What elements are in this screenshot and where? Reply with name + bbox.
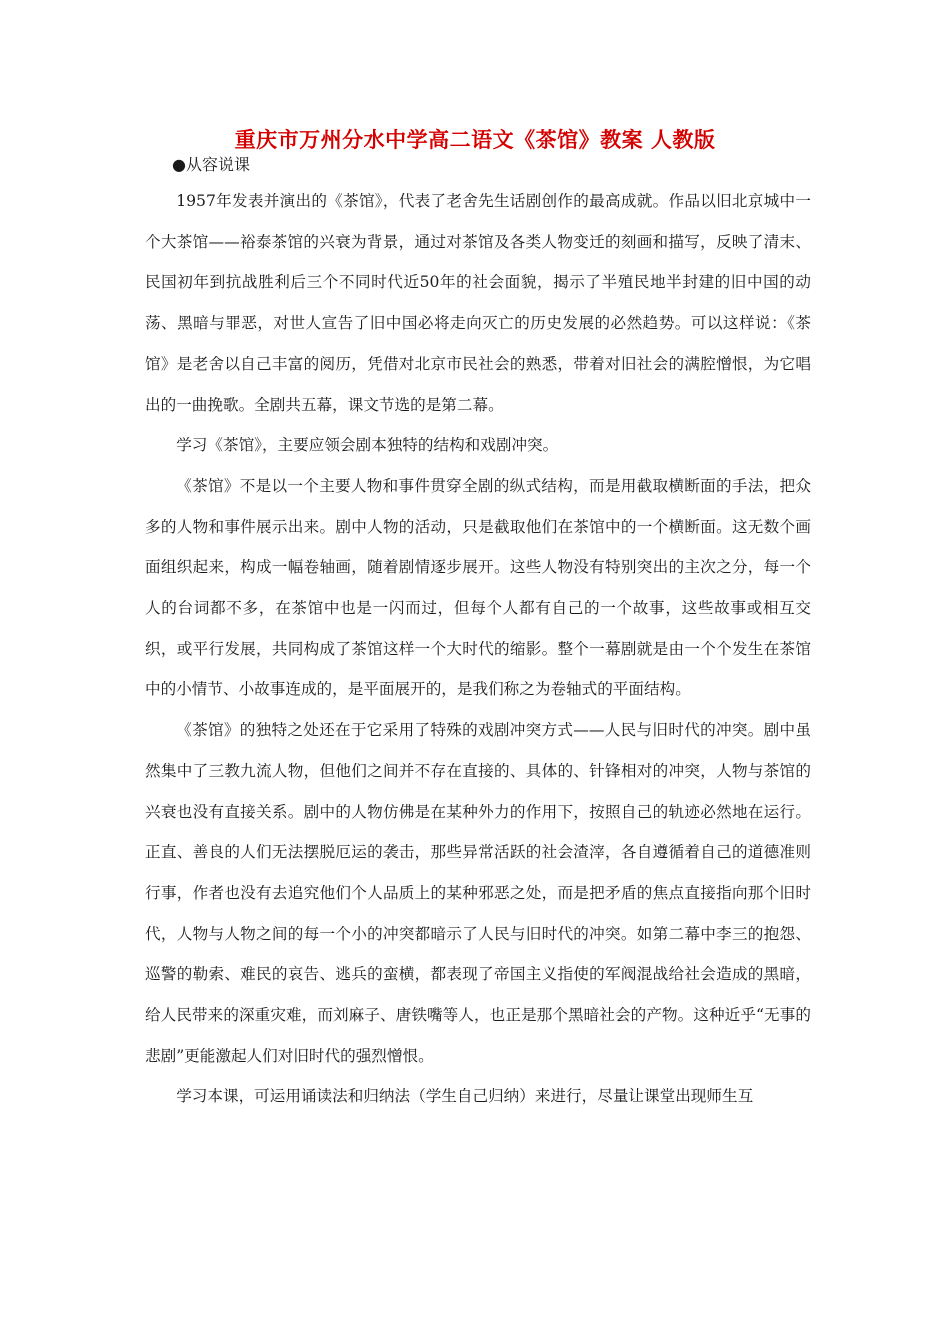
paragraph-structure: 《茶馆》不是以一个主要人物和事件贯穿全剧的纵式结构，而是用截取横断面的手法，把众多的人物和事件展示出来。剧中人物的活动，只是截取他们在茶馆中的一个横断面。这无数个画面组织起来，构成一幅卷轴画，随着剧情逐步展开。这些人物没有特别突出的主次之分，每一个人的台词都不多，在茶馆中也是一闪而过，但每个人都有自己的一个故事，这些故事或相互交织，或平行发展，共同构成了茶馆这样一个大时代的缩影。整个一幕剧就是由一个个发生在茶馆中的小情节、小故事连成的，是平面展开的，是我们称之为卷轴式的平面结构。 [145, 476, 811, 699]
section-heading: ●从容说课 [172, 155, 250, 174]
paragraph-method: 学习本课，可运用诵读法和归纳法（学生自己归纳）来进行，尽量让课堂出现师生互 [176, 1087, 754, 1106]
document-title: 重庆市万州分水中学高二语文《茶馆》教案 人教版 [234, 127, 716, 152]
body-content [145, 181, 811, 1117]
paragraph-conflict: 《茶馆》的独特之处还在于它采用了特殊的戏剧冲突方式——人民与旧时代的冲突。剧中虽然集中了三教九流人物，但他们之间并不存在直接的、具体的、针锋相对的冲突，人物与茶馆的兴衰也没有直接关系。剧中的人物仿佛是在某种外力的作用下，按照自己的轨迹必然地在运行。正直、善良的人们无法摆脱厄运的袭击，那些异常活跃的社会渣滓，各自遵循着自己的道德准则行事，作者也没有去追究他们个人品质上的某种邪恶之处，而是把矛盾的焦点直接指向那个旧时代，人物与人物之间的每一个小的冲突都暗示了人民与旧时代的冲突。如第二幕中李三的抱怨、巡警的勒索、难民的哀告、逃兵的蛮横，都表现了帝国主义指使的军阀混战给社会造成的黑暗，给人民带来的深重灾难，而刘麻子、唐铁嘴等人，也正是那个黑暗社会的产物。这种近乎“无事的悲剧”更能激起人们对旧时代的强烈憎恨。 [145, 721, 811, 1065]
paragraph-intro: 1957年发表并演出的《茶馆》，代表了老舍先生话剧创作的最高成就。作品以旧北京城中一个大茶馆——裕泰茶馆的兴衰为背景，通过对茶馆及各类人物变迁的刻画和描写，反映了清末、民国初年到抗战胜利后三个不同时代近50年的社会面貌，揭示了半殖民地半封建的旧中国的动荡、黑暗与罪恶，对世人宣告了旧中国必将走向灭亡的历史发展的必然趋势。可以这样说：《茶馆》是老舍以自己丰富的阅历，凭借对北京市民社会的熟悉，带着对旧社会的满腔憎恨，为它唱出的一曲挽歌。全剧共五幕，课文节选的是第二幕。 [145, 192, 811, 414]
paragraph-study-focus: 学习《茶馆》，主要应领会剧本独特的结构和戏剧冲突。 [176, 436, 559, 455]
